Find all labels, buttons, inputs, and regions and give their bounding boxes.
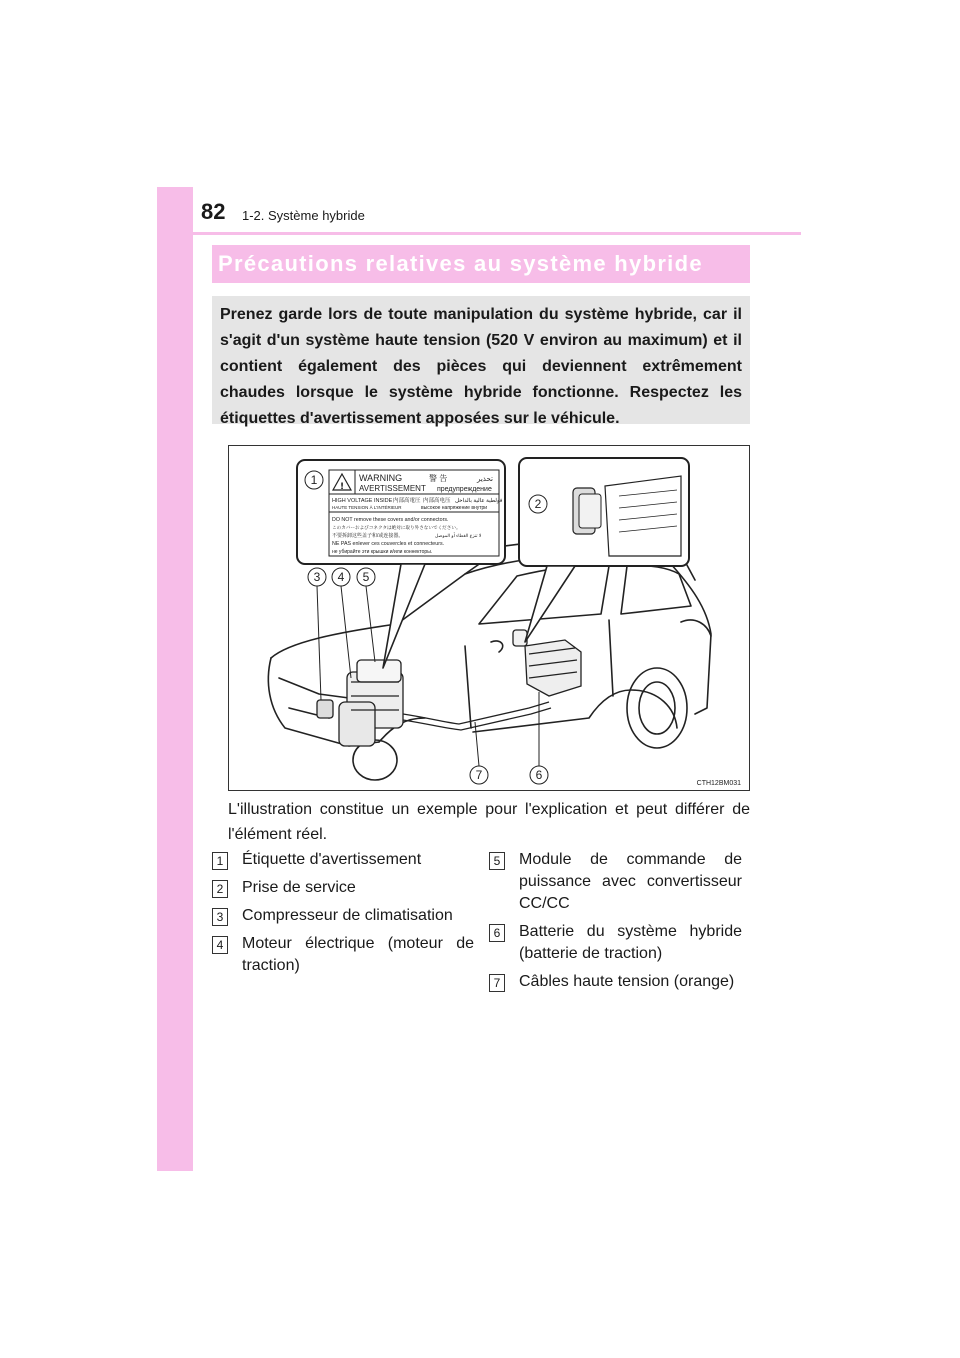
label-warning: WARNING <box>359 473 403 483</box>
callout-3 <box>308 568 326 586</box>
callout-7 <box>470 766 488 784</box>
callout-6 <box>530 766 548 784</box>
list-item <box>489 971 742 993</box>
figure-caption: L'illustration constitue un exemple pour l'explication et peut différer de l'élément réel. <box>228 801 750 843</box>
list-item <box>212 933 474 977</box>
vehicle-illustration <box>228 445 750 791</box>
warning-label-inset <box>297 460 505 564</box>
list-item <box>489 849 742 915</box>
svg-text:3: 3 <box>313 570 321 584</box>
label-hv-ar: فولطية عالية بالداخل <box>455 498 503 504</box>
label-warning-ja: 警 告 <box>429 474 448 483</box>
label-hv-en: HIGH VOLTAGE INSIDE <box>332 498 393 504</box>
item-text: Moteur électrique (moteur de traction) <box>242 935 474 974</box>
callout-4 <box>332 568 350 586</box>
svg-text:6: 6 <box>535 768 543 782</box>
label-line-2: このカバーおよびコネクタは絶対に取り外さないでください。 <box>332 525 461 530</box>
label-hv-ja: 内部高電圧 <box>393 498 421 504</box>
list-item <box>212 849 474 871</box>
item-number-badge: 1 <box>212 852 228 870</box>
svg-text:5: 5 <box>362 570 370 584</box>
legend-list-left <box>212 849 474 983</box>
item-number-badge: 6 <box>489 924 505 942</box>
label-warning-ar: تحذير <box>477 476 493 483</box>
svg-text:4: 4 <box>337 570 345 584</box>
list-item <box>212 905 474 927</box>
service-plug-inset <box>519 458 689 566</box>
callout-5 <box>357 568 375 586</box>
item-text: Batterie du système hybride (batterie de traction) <box>519 923 742 962</box>
item-number-badge: 3 <box>212 908 228 926</box>
list-item <box>489 921 742 965</box>
legend-list-right <box>489 849 742 999</box>
label-warning-ru: предупреждение <box>437 486 492 493</box>
item-number-badge: 4 <box>212 936 228 954</box>
item-number-badge: 2 <box>212 880 228 898</box>
label-line-5: не убирайте эти крышки и/или коннекторы. <box>332 549 433 555</box>
label-line-1: DO NOT remove these covers and/or connectors. <box>332 517 449 523</box>
page-number: 82 <box>201 199 226 224</box>
item-text: Câbles haute tension (orange) <box>519 973 735 990</box>
label-line-3: 不要拆卸这些盖子和/或连接器。 <box>332 533 404 539</box>
item-text: Prise de service <box>242 879 356 896</box>
label-hv-fr: HAUTE TENSION À L'INTÉRIEUR <box>332 505 402 510</box>
list-item <box>212 877 474 899</box>
item-number-badge: 7 <box>489 974 505 992</box>
label-hv-zh: 内部高电压 <box>423 498 451 504</box>
side-tab <box>157 187 193 1171</box>
svg-text:1: 1 <box>310 473 318 487</box>
callout-1 <box>305 471 323 489</box>
item-text: Module de commande de puissance avec convertisseur CC/CC <box>519 851 742 912</box>
svg-text:2: 2 <box>534 497 542 511</box>
svg-text:7: 7 <box>475 768 483 782</box>
item-text: Étiquette d'avertissement <box>242 851 422 868</box>
label-hv-ru: высокое напряжение внутри <box>421 505 488 511</box>
header-rule <box>193 232 801 235</box>
item-number-badge: 5 <box>489 852 505 870</box>
svg-text:!: ! <box>339 482 345 492</box>
chapter-title: 1-2. Système hybride <box>242 208 365 223</box>
hybrid-battery <box>513 630 581 696</box>
label-avertissement: AVERTISSEMENT <box>359 484 426 493</box>
engine-assembly <box>317 660 551 746</box>
section-title: Précautions relatives au système hybride <box>212 245 750 283</box>
label-line-3-ar: لا تنزع الغطاء أو الموصل <box>435 533 482 538</box>
item-text: Compresseur de climatisation <box>242 907 453 924</box>
figure-code: CTH12BM031 <box>696 780 741 787</box>
callout-2 <box>529 495 547 513</box>
label-line-4: NE PAS enlever ces couvercles et connecteurs. <box>332 541 445 547</box>
intro-box: Prenez garde lors de toute manipulation du système hybride, car il s'agit d'un système haute tension (520 V environ au maximum) et il contient également des pièces qui deviennent extrêmement chaudes lorsque le système hybride fonctionne. Respectez les étiquettes d'avertissement apposées sur le véhicule. <box>212 296 750 424</box>
